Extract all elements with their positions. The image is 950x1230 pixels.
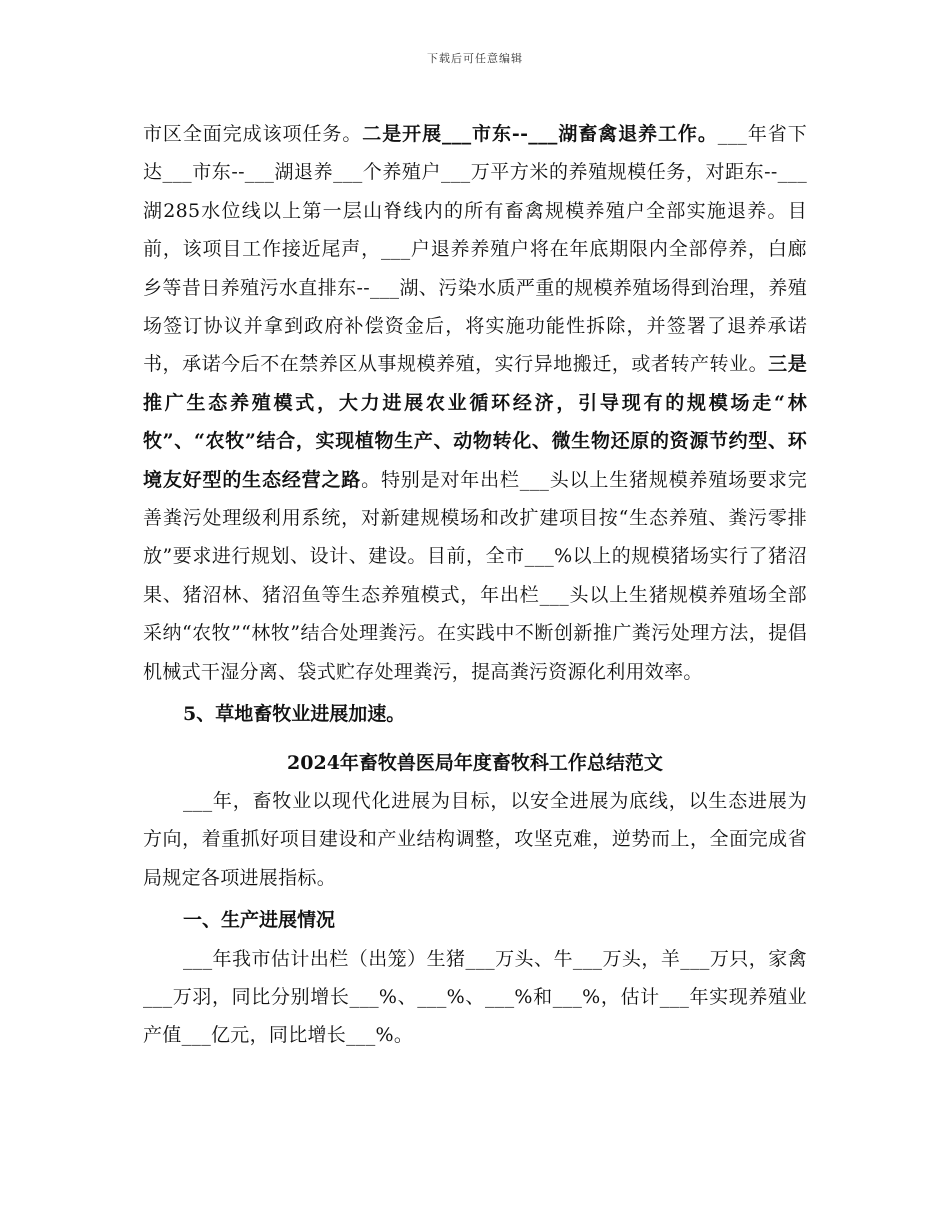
sentence-task-complete: 市区全面完成该项任务。 [143, 123, 363, 145]
point-three-bold: 三是推广生态养殖模式，大力进展农业循环经济，引导现有的规模场走“林牧”、“农牧”结合，实现植物生产、动物转化、微生物还原的资源节约型、环境友好型的生态经营之路 [143, 353, 807, 491]
point-three-detail: 。特别是对年出栏___头以上生猪规模养殖场要求完善粪污处理级利用系统，对新建规模场和改扩建项目按“生态养殖、粪污零排放”要求进行规划、设计、建设。目前，全市___%以上的规模猪场实行了猪沼果、猪沼林、猪沼鱼等生态养殖模式，年出栏___头以上生猪规模养殖场全部采纳“农牧”“林牧”结合处理粪污。在实践中不断创新推广粪污处理方法，提倡机械式干湿分离、袋式贮存处理粪污，提高粪污资源化利用效率。 [143, 468, 807, 683]
intro-paragraph: ___年，畜牧业以现代化进展为目标，以安全进展为底线，以生态进展为方向，着重抓好项目建设和产业结构调整，攻坚克难，逆势而上，全面完成省局规定各项进展指标。 [143, 789, 807, 889]
heading-grassland: 5、草地畜牧业进展加速。 [183, 703, 406, 726]
section-heading-production: 一、生产进展情况 [183, 909, 336, 932]
point-two-bold: 二是开展___市东--___湖畜禽退养工作。 [362, 123, 718, 145]
document-body [143, 115, 807, 1055]
document-title: 2024年畜牧兽医局年度畜牧科工作总结范文 [287, 751, 663, 774]
production-paragraph: ___年我市估计出栏（出笼）生猪___万头、牛___万头，羊___万只，家禽___万羽，同比分别增长___%、___%、___%和___%，估计___年实现养殖业产值___亿元，同比增长___%。 [143, 947, 807, 1047]
point-two-detail: ___年省下达___市东--___湖退养___个养殖户___万平方米的养殖规模任务，对距东--___湖285水位线以上第一层山脊线内的所有畜禽规模养殖户全部实施退养。目前，该项目工作接近尾声，___户退养养殖户将在年底期限内全部停养，白廊乡等昔日养殖污水直排东--___湖、污染水质严重的规模养殖场得到治理，养殖场签订协议并拿到政府补偿资金后，将实施功能性拆除，并签署了退养承诺书，承诺今后不在禁养区从事规模养殖，实行异地搬迁，或者转产转业。 [143, 123, 807, 376]
paragraph-continuation [143, 115, 807, 691]
page-header: 下载后可任意编辑 [427, 52, 523, 65]
